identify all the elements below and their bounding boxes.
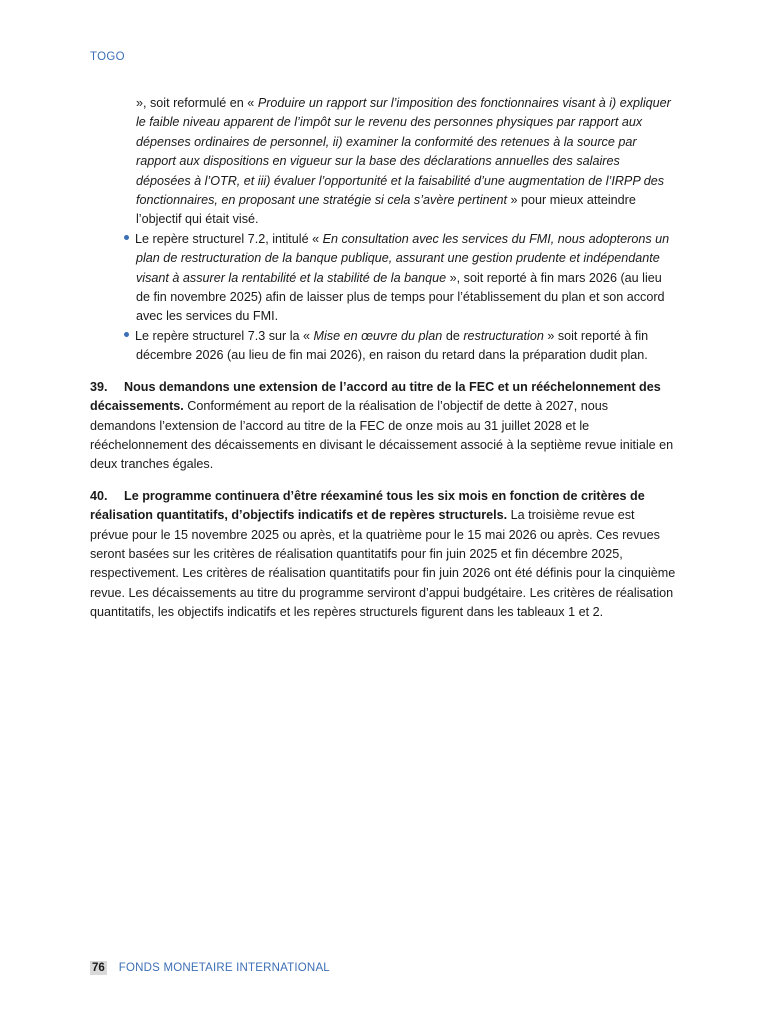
paragraph-number: 39. bbox=[90, 379, 108, 394]
bullet-list bbox=[90, 230, 676, 366]
footer-organization: FONDS MONETAIRE INTERNATIONAL bbox=[118, 962, 330, 974]
bullet-text-quote: En consultation avec les services du FMI, nous adopterons un plan de restructuration de la banque publique, assurant une gestion prudente et indépendante visant à assurer la rentabilité et la stabilité de la banque bbox=[136, 231, 670, 285]
bullet-text-mid: de bbox=[445, 328, 464, 343]
continued-bullet-text bbox=[136, 94, 676, 230]
paragraph-number: 40. bbox=[90, 488, 108, 503]
bullet-text-quote-b: restructuration bbox=[463, 328, 544, 343]
bullet-item-repere-7-2 bbox=[90, 230, 676, 327]
continued-text-tail: » pour mieux atteindre l’objectif qui était visé. bbox=[136, 193, 636, 227]
bullet-text-quote-a: Mise en œuvre du plan bbox=[313, 328, 446, 343]
continued-text-lead: », soit reformulé en « bbox=[136, 96, 258, 110]
page-number: 76 bbox=[92, 962, 105, 974]
paragraph-title: Le programme continuera d’être réexaminé tous les six mois en fonction de critères de réalisation quantitatifs, d’objectifs indicatifs et de repères structurels. bbox=[90, 488, 645, 523]
paragraph-body: La troisième revue est prévue pour le 15 novembre 2025 ou après, et la quatrième pour le 15 mai 2026 ou après. Ces revues seront basées sur les critères de réalisation quantitatifs pour fin juin 2025 et fin décembre 2025, respectivement. Les critères de réalisation quantitatifs pour fin juin 2026 ont été définis pour la cinquième revue. Les décaissements au titre du programme serviront d’appui budgétaire. Les critères de réalisation quantitatifs, les objectifs indicatifs et les repères structurels figurent dans les tableaux 1 et 2. bbox=[90, 508, 676, 620]
bullet-icon bbox=[124, 332, 129, 337]
page-header-country: TOGO bbox=[90, 51, 125, 63]
bullet-item-repere-7-3 bbox=[90, 327, 676, 366]
paragraph-title: Nous demandons une extension de l’accord au titre de la FEC et un rééchelonnement des décaissements. bbox=[90, 379, 661, 414]
continued-text-quote: Produire un rapport sur l’imposition des fonctionnaires visant à i) expliquer le faible niveau apparent de l’impôt sur le revenu des personnes physiques par rapport aux dépenses ordinaires de personnel, ii) examiner la conformité des retenues à la source par rapport aux dispositions en vigueur sur la base des déclarations annuelles des salaires déposées à l’OTR, et iii) évaluer l’opportunité et la faisabilité d’une augmentation de l’IRPP des fonctionnaires, en proposant une stratégie si cela s’avère pertinent bbox=[136, 96, 671, 208]
bullet-text-tail: », soit reporté à fin mars 2026 (au lieu de fin novembre 2025) afin de laisser plus de temps pour l’établissement du plan et son accord avec les services du FMI. bbox=[136, 270, 665, 324]
bullet-text-lead: Le repère structurel 7.3 sur la « bbox=[135, 328, 314, 343]
document-body bbox=[90, 94, 676, 623]
bullet-text-lead: Le repère structurel 7.2, intitulé « bbox=[135, 231, 323, 246]
paragraph-40 bbox=[90, 487, 676, 623]
paragraph-body: Conformément au report de la réalisation de l’objectif de dette à 2027, nous demandons l’extension de l’accord au titre de la FEC de onze mois au 31 juillet 2028 et le rééchelonnement des décaissements en divisant le décaissement associé à la septième revue initiale en deux tranches égales. bbox=[90, 399, 674, 472]
bullet-icon bbox=[124, 235, 129, 240]
bullet-text-tail: » soit reporté à fin décembre 2026 (au lieu de fin mai 2026), en raison du retard dans la préparation dudit plan. bbox=[136, 328, 649, 363]
paragraph-39 bbox=[90, 378, 676, 475]
page-footer bbox=[90, 961, 330, 975]
